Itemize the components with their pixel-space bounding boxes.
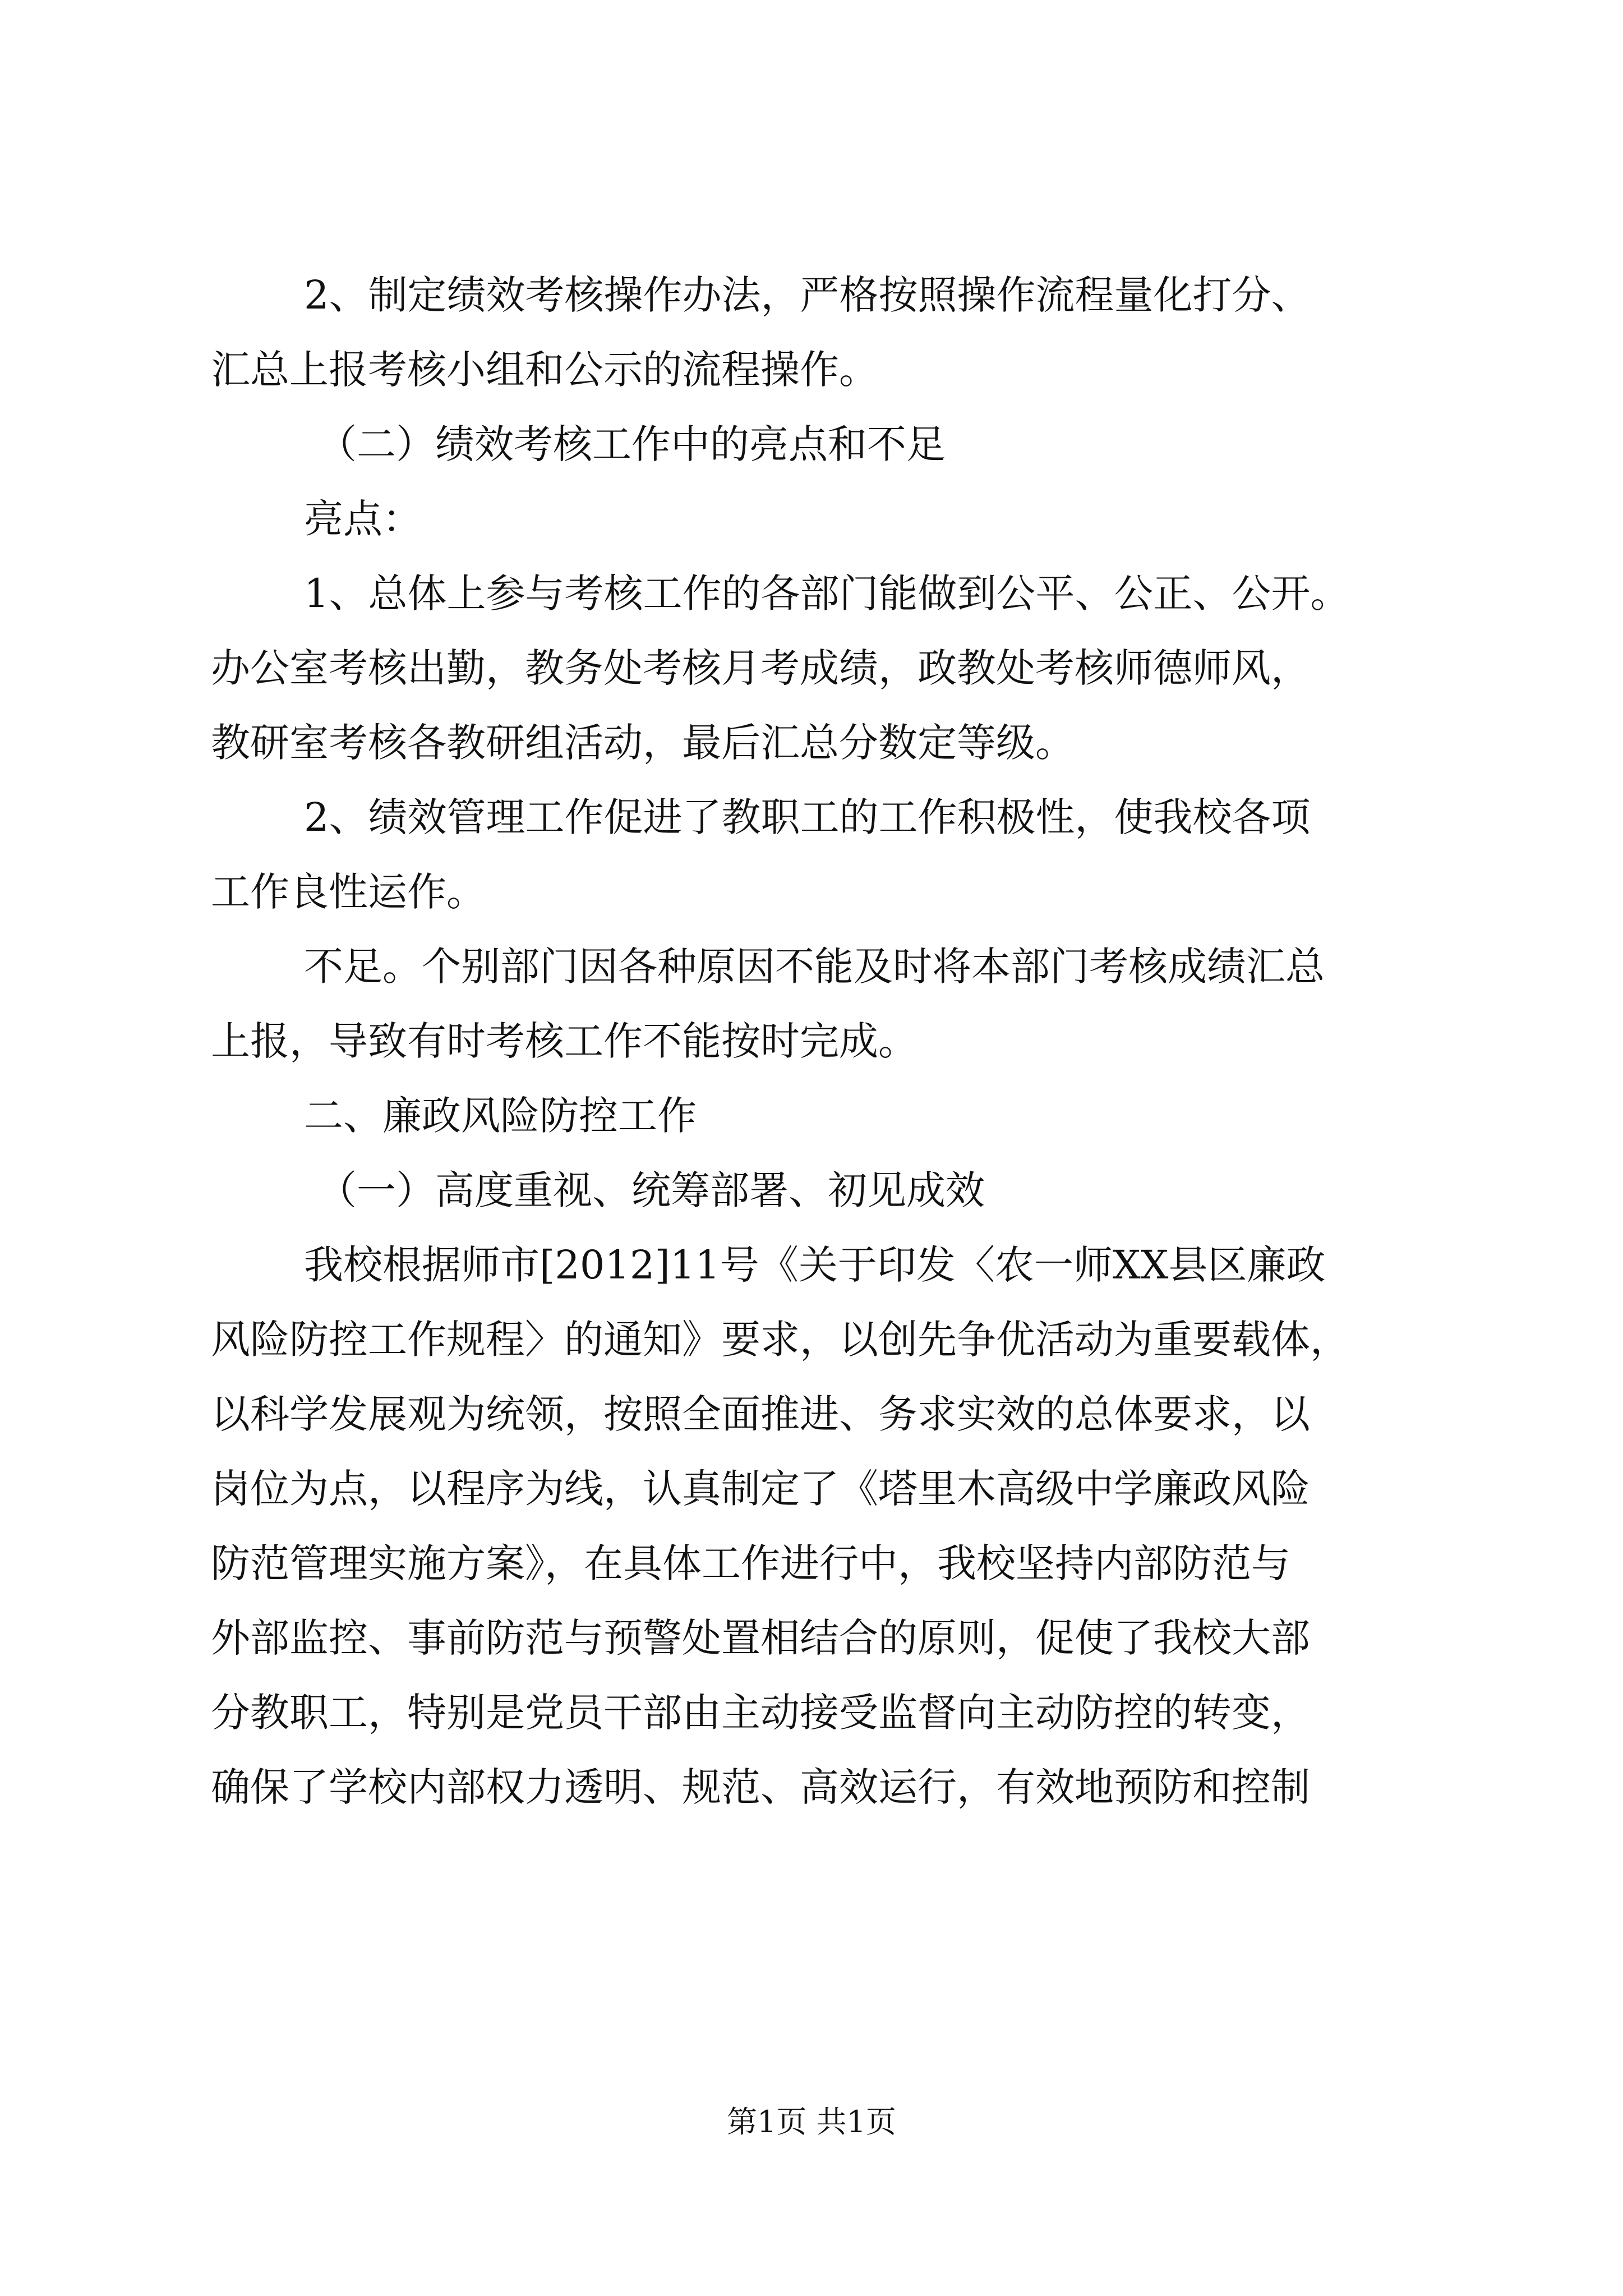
page-number-footer: 第1页 共1页 bbox=[727, 2104, 896, 2139]
section-heading: 二、廉政风险防控工作 bbox=[304, 1093, 697, 1139]
paragraph-line: 防范管理实施方案》，在具体工作进行中，我校坚持内部防范与 bbox=[211, 1540, 1290, 1586]
section-heading: （一）高度重视、统筹部署、初见成效 bbox=[317, 1167, 985, 1213]
document-body bbox=[211, 258, 1422, 1825]
paragraph-line: 分教职工，特别是党员干部由主动接受监督向主动防控的转变， bbox=[211, 1690, 1310, 1736]
paragraph-line: 2、制定绩效考核操作办法，严格按照操作流程量化打分、 bbox=[304, 272, 1311, 318]
paragraph-line: 不足。个别部门因各种原因不能及时将本部门考核成绩汇总 bbox=[304, 944, 1325, 990]
paragraph-line: 工作良性运作。 bbox=[211, 869, 486, 915]
paragraph-line: 确保了学校内部权力透明、规范、高效运行，有效地预防和控制 bbox=[211, 1764, 1310, 1810]
paragraph-line: 外部监控、事前防范与预警处置相结合的原则，促使了我校大部 bbox=[211, 1615, 1310, 1661]
paragraph-line: 1、总体上参与考核工作的各部门能做到公平、公正、公开。 bbox=[304, 570, 1350, 616]
paragraph-line: 2、绩效管理工作促进了教职工的工作积极性，使我校各项 bbox=[304, 794, 1311, 840]
paragraph-line: 岗位为点，以程序为线，认真制定了《塔里木高级中学廉政风险 bbox=[211, 1466, 1310, 1512]
paragraph-line: 教研室考核各教研组活动，最后汇总分数定等级。 bbox=[211, 720, 1075, 766]
paragraph-line: 我校根据师市[2012]11号《关于印发〈农一师XX县区廉政 bbox=[304, 1242, 1326, 1288]
paragraph-line: 办公室考核出勤，教务处考核月考成绩，政教处考核师德师风， bbox=[211, 645, 1310, 691]
paragraph-line: 风险防控工作规程〉的通知》要求，以创先争优活动为重要载体， bbox=[211, 1317, 1349, 1363]
paragraph-line: 亮点： bbox=[304, 496, 422, 542]
paragraph-line: 以科学发展观为统领，按照全面推进、务求实效的总体要求，以 bbox=[211, 1391, 1310, 1437]
section-heading: （二）绩效考核工作中的亮点和不足 bbox=[317, 421, 946, 467]
paragraph-line: 汇总上报考核小组和公示的流程操作。 bbox=[211, 347, 878, 393]
paragraph-line: 上报，导致有时考核工作不能按时完成。 bbox=[211, 1018, 917, 1064]
